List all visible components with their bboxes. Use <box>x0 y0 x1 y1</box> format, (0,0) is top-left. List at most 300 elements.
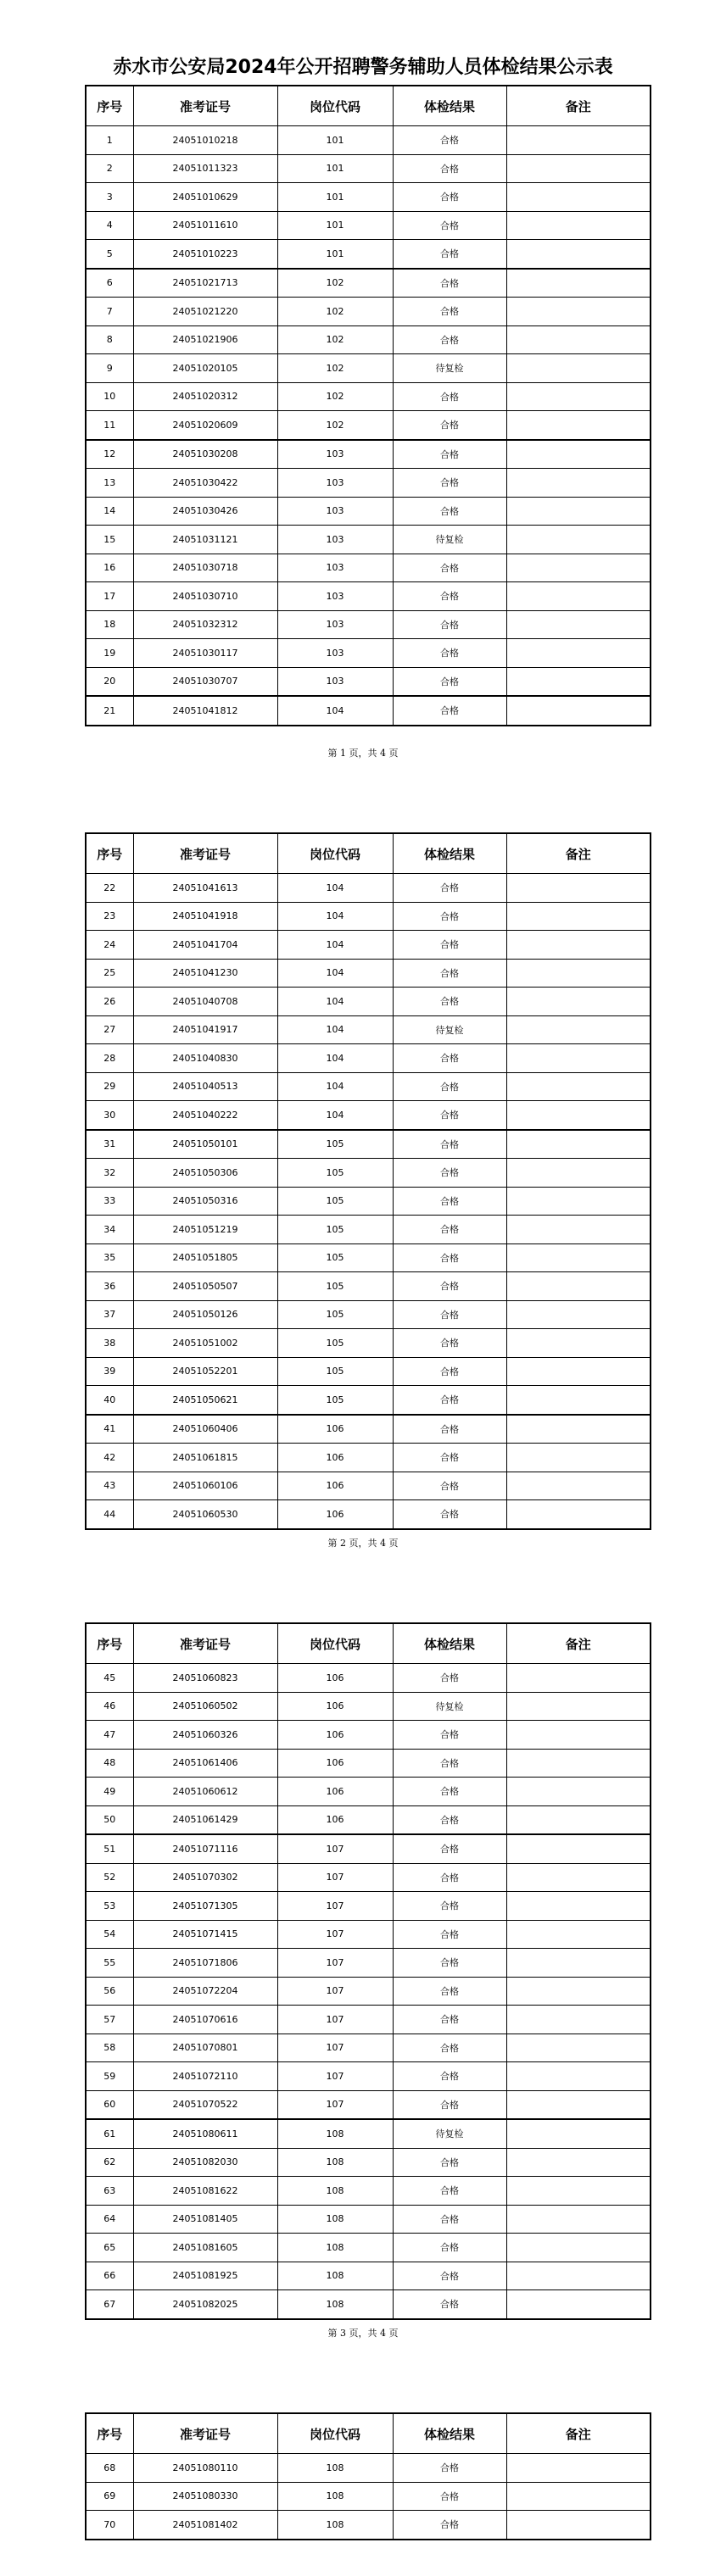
cell-seq: 51 <box>86 1834 133 1863</box>
cell-exam-result: 合格 <box>393 1357 506 1386</box>
cell-position-code: 104 <box>277 874 393 903</box>
cell-seq: 12 <box>86 440 133 469</box>
cell-position-code: 104 <box>277 931 393 960</box>
table-row <box>86 667 651 696</box>
cell-ticket-number: 24051020105 <box>133 354 277 383</box>
cell-ticket-number: 24051041613 <box>133 874 277 903</box>
cell-exam-result: 合格 <box>393 2062 506 2091</box>
header-ticket-number: 准考证号 <box>133 833 277 874</box>
cell-remarks <box>506 1778 651 1806</box>
cell-ticket-number: 24051060530 <box>133 1500 277 1529</box>
cell-seq: 65 <box>86 2234 133 2262</box>
table-row <box>86 1101 651 1130</box>
cell-position-code: 106 <box>277 1805 393 1834</box>
cell-position-code: 103 <box>277 667 393 696</box>
cell-ticket-number: 24051061815 <box>133 1444 277 1472</box>
cell-exam-result: 合格 <box>393 1272 506 1301</box>
cell-exam-result: 合格 <box>393 902 506 931</box>
table-row <box>86 1977 651 2006</box>
cell-seq: 9 <box>86 354 133 383</box>
cell-seq: 62 <box>86 2148 133 2177</box>
cell-remarks <box>506 1187 651 1216</box>
table-row <box>86 1778 651 1806</box>
cell-ticket-number: 24051041704 <box>133 931 277 960</box>
cell-remarks <box>506 2148 651 2177</box>
cell-position-code: 108 <box>277 2482 393 2511</box>
table-row <box>86 2262 651 2290</box>
cell-position-code: 103 <box>277 554 393 582</box>
cell-ticket-number: 24051081622 <box>133 2177 277 2206</box>
cell-ticket-number: 24051050101 <box>133 1130 277 1159</box>
cell-seq: 59 <box>86 2062 133 2091</box>
cell-remarks <box>506 469 651 498</box>
cell-exam-result: 待复检 <box>393 2119 506 2148</box>
cell-seq: 2 <box>86 154 133 183</box>
cell-exam-result: 合格 <box>393 497 506 526</box>
cell-seq: 41 <box>86 1415 133 1444</box>
cell-exam-result: 合格 <box>393 667 506 696</box>
header-position-code: 岗位代码 <box>277 833 393 874</box>
cell-seq: 32 <box>86 1159 133 1188</box>
table-row <box>86 1130 651 1159</box>
header-seq: 序号 <box>86 1623 133 1664</box>
cell-remarks <box>506 126 651 155</box>
page-footer-3: 第 3 页，共 4 页 <box>327 2328 399 2339</box>
cell-exam-result: 合格 <box>393 554 506 582</box>
cell-position-code: 104 <box>277 1044 393 1073</box>
cell-exam-result: 待复检 <box>393 1692 506 1721</box>
cell-seq: 11 <box>86 411 133 440</box>
table-row <box>86 1692 651 1721</box>
cell-position-code: 108 <box>277 2234 393 2262</box>
cell-position-code: 102 <box>277 354 393 383</box>
cell-remarks <box>506 639 651 668</box>
cell-seq: 26 <box>86 988 133 1016</box>
cell-ticket-number: 24051051219 <box>133 1216 277 1244</box>
cell-seq: 1 <box>86 126 133 155</box>
cell-remarks <box>506 497 651 526</box>
cell-seq: 66 <box>86 2262 133 2290</box>
cell-seq: 15 <box>86 526 133 554</box>
table-row <box>86 126 651 155</box>
cell-ticket-number: 24051071806 <box>133 1949 277 1978</box>
cell-exam-result: 合格 <box>393 2034 506 2062</box>
cell-ticket-number: 24051020312 <box>133 382 277 411</box>
cell-seq: 69 <box>86 2482 133 2511</box>
header-exam-result: 体检结果 <box>393 2413 506 2454</box>
cell-remarks <box>506 2290 651 2319</box>
cell-position-code: 108 <box>277 2177 393 2206</box>
cell-position-code: 108 <box>277 2205 393 2234</box>
results-table <box>85 85 651 726</box>
cell-exam-result: 合格 <box>393 2205 506 2234</box>
cell-seq: 48 <box>86 1749 133 1778</box>
cell-seq: 61 <box>86 2119 133 2148</box>
cell-seq: 21 <box>86 696 133 726</box>
table-row <box>86 183 651 212</box>
table-row <box>86 2034 651 2062</box>
cell-position-code: 107 <box>277 1863 393 1892</box>
table-row <box>86 1834 651 1863</box>
cell-seq: 37 <box>86 1300 133 1329</box>
cell-position-code: 107 <box>277 2034 393 2062</box>
header-seq: 序号 <box>86 2413 133 2454</box>
cell-exam-result: 合格 <box>393 1386 506 1415</box>
cell-position-code: 101 <box>277 126 393 155</box>
cell-exam-result: 待复检 <box>393 354 506 383</box>
cell-remarks <box>506 269 651 298</box>
cell-remarks <box>506 211 651 240</box>
cell-seq: 6 <box>86 269 133 298</box>
cell-exam-result: 合格 <box>393 269 506 298</box>
cell-exam-result: 合格 <box>393 1101 506 1130</box>
cell-remarks <box>506 1130 651 1159</box>
cell-ticket-number: 24051061429 <box>133 1805 277 1834</box>
cell-remarks <box>506 154 651 183</box>
cell-ticket-number: 24051030707 <box>133 667 277 696</box>
cell-position-code: 108 <box>277 2454 393 2483</box>
cell-ticket-number: 24051041918 <box>133 902 277 931</box>
table-row <box>86 988 651 1016</box>
cell-remarks <box>506 931 651 960</box>
table-row <box>86 325 651 354</box>
header-position-code: 岗位代码 <box>277 86 393 126</box>
cell-remarks <box>506 2262 651 2290</box>
cell-seq: 25 <box>86 959 133 988</box>
cell-ticket-number: 24051081402 <box>133 2511 277 2540</box>
header-seq: 序号 <box>86 833 133 874</box>
cell-position-code: 101 <box>277 183 393 212</box>
table-row <box>86 2290 651 2319</box>
table-row <box>86 554 651 582</box>
cell-position-code: 102 <box>277 325 393 354</box>
cell-remarks <box>506 1749 651 1778</box>
table-row <box>86 959 651 988</box>
cell-exam-result: 合格 <box>393 1444 506 1472</box>
cell-exam-result: 合格 <box>393 1721 506 1750</box>
cell-remarks <box>506 526 651 554</box>
cell-remarks <box>506 902 651 931</box>
cell-ticket-number: 24051080330 <box>133 2482 277 2511</box>
header-seq: 序号 <box>86 86 133 126</box>
table-row <box>86 2482 651 2511</box>
cell-position-code: 103 <box>277 582 393 611</box>
cell-position-code: 103 <box>277 497 393 526</box>
cell-ticket-number: 24051010629 <box>133 183 277 212</box>
header-position-code: 岗位代码 <box>277 1623 393 1664</box>
cell-exam-result: 合格 <box>393 2148 506 2177</box>
cell-exam-result: 合格 <box>393 154 506 183</box>
cell-exam-result: 合格 <box>393 696 506 726</box>
cell-position-code: 105 <box>277 1357 393 1386</box>
cell-position-code: 103 <box>277 440 393 469</box>
cell-position-code: 104 <box>277 1101 393 1130</box>
table-row <box>86 154 651 183</box>
cell-seq: 10 <box>86 382 133 411</box>
cell-remarks <box>506 1272 651 1301</box>
cell-position-code: 105 <box>277 1130 393 1159</box>
table-row <box>86 639 651 668</box>
cell-exam-result: 合格 <box>393 610 506 639</box>
cell-position-code: 108 <box>277 2290 393 2319</box>
table-row <box>86 610 651 639</box>
cell-seq: 7 <box>86 298 133 326</box>
cell-exam-result: 合格 <box>393 2234 506 2262</box>
cell-ticket-number: 24051040708 <box>133 988 277 1016</box>
cell-position-code: 105 <box>277 1159 393 1188</box>
cell-position-code: 106 <box>277 1721 393 1750</box>
cell-ticket-number: 24051061406 <box>133 1749 277 1778</box>
cell-ticket-number: 24051071116 <box>133 1834 277 1863</box>
cell-ticket-number: 24051030710 <box>133 582 277 611</box>
cell-seq: 23 <box>86 902 133 931</box>
cell-exam-result: 合格 <box>393 1664 506 1693</box>
header-remarks: 备注 <box>506 2413 651 2454</box>
cell-position-code: 104 <box>277 696 393 726</box>
cell-position-code: 107 <box>277 1892 393 1921</box>
cell-remarks <box>506 582 651 611</box>
cell-position-code: 108 <box>277 2148 393 2177</box>
cell-seq: 54 <box>86 1920 133 1949</box>
cell-ticket-number: 24051040513 <box>133 1072 277 1101</box>
cell-exam-result: 合格 <box>393 582 506 611</box>
cell-exam-result: 合格 <box>393 1415 506 1444</box>
cell-exam-result: 合格 <box>393 240 506 269</box>
table-row <box>86 1805 651 1834</box>
cell-remarks <box>506 1357 651 1386</box>
table-row <box>86 1159 651 1188</box>
cell-exam-result: 合格 <box>393 1243 506 1272</box>
cell-seq: 22 <box>86 874 133 903</box>
cell-exam-result: 待复检 <box>393 526 506 554</box>
cell-remarks <box>506 874 651 903</box>
cell-remarks <box>506 1721 651 1750</box>
table-row <box>86 1329 651 1358</box>
cell-seq: 70 <box>86 2511 133 2540</box>
cell-remarks <box>506 2482 651 2511</box>
table-row <box>86 354 651 383</box>
cell-position-code: 107 <box>277 2062 393 2091</box>
cell-ticket-number: 24051030422 <box>133 469 277 498</box>
cell-seq: 35 <box>86 1243 133 1272</box>
cell-remarks <box>506 1834 651 1863</box>
cell-position-code: 107 <box>277 2090 393 2119</box>
cell-ticket-number: 24051050316 <box>133 1187 277 1216</box>
cell-ticket-number: 24051070522 <box>133 2090 277 2119</box>
cell-exam-result: 合格 <box>393 1159 506 1188</box>
cell-seq: 44 <box>86 1500 133 1529</box>
cell-seq: 29 <box>86 1072 133 1101</box>
cell-remarks <box>506 1472 651 1500</box>
table-row <box>86 1044 651 1073</box>
cell-seq: 60 <box>86 2090 133 2119</box>
cell-ticket-number: 24051060406 <box>133 1415 277 1444</box>
table-row <box>86 1920 651 1949</box>
table-row <box>86 1243 651 1272</box>
cell-position-code: 107 <box>277 2006 393 2034</box>
cell-exam-result: 合格 <box>393 1834 506 1863</box>
table-row <box>86 582 651 611</box>
cell-remarks <box>506 1444 651 1472</box>
cell-seq: 38 <box>86 1329 133 1358</box>
cell-ticket-number: 24051041812 <box>133 696 277 726</box>
table-row <box>86 1749 651 1778</box>
cell-ticket-number: 24051071305 <box>133 1892 277 1921</box>
cell-seq: 19 <box>86 639 133 668</box>
cell-remarks <box>506 2034 651 2062</box>
cell-exam-result: 合格 <box>393 874 506 903</box>
cell-position-code: 104 <box>277 1015 393 1044</box>
table-row <box>86 2454 651 2483</box>
cell-remarks <box>506 1044 651 1073</box>
cell-position-code: 106 <box>277 1415 393 1444</box>
cell-exam-result: 合格 <box>393 1216 506 1244</box>
cell-exam-result: 合格 <box>393 1044 506 1073</box>
cell-exam-result: 合格 <box>393 2511 506 2540</box>
cell-remarks <box>506 667 651 696</box>
cell-seq: 8 <box>86 325 133 354</box>
cell-remarks <box>506 1500 651 1529</box>
page-footer-1: 第 1 页，共 4 页 <box>327 748 399 759</box>
cell-ticket-number: 24051080611 <box>133 2119 277 2148</box>
table-row <box>86 2148 651 2177</box>
cell-position-code: 106 <box>277 1749 393 1778</box>
cell-ticket-number: 24051052201 <box>133 1357 277 1386</box>
table-row <box>86 1300 651 1329</box>
cell-ticket-number: 24051030426 <box>133 497 277 526</box>
cell-position-code: 105 <box>277 1187 393 1216</box>
cell-position-code: 106 <box>277 1778 393 1806</box>
cell-position-code: 107 <box>277 1920 393 1949</box>
cell-ticket-number: 24051040222 <box>133 1101 277 1130</box>
cell-remarks <box>506 2205 651 2234</box>
cell-seq: 24 <box>86 931 133 960</box>
table-row <box>86 269 651 298</box>
cell-position-code: 103 <box>277 469 393 498</box>
table-row <box>86 2234 651 2262</box>
cell-position-code: 101 <box>277 154 393 183</box>
table-row <box>86 469 651 498</box>
cell-remarks <box>506 2234 651 2262</box>
cell-seq: 55 <box>86 1949 133 1978</box>
cell-seq: 42 <box>86 1444 133 1472</box>
table-row <box>86 1386 651 1415</box>
cell-position-code: 106 <box>277 1692 393 1721</box>
cell-ticket-number: 24051051805 <box>133 1243 277 1272</box>
table-row <box>86 1472 651 1500</box>
cell-position-code: 102 <box>277 411 393 440</box>
cell-seq: 31 <box>86 1130 133 1159</box>
table-row <box>86 1664 651 1693</box>
table-row <box>86 1015 651 1044</box>
cell-seq: 50 <box>86 1805 133 1834</box>
cell-remarks <box>506 1072 651 1101</box>
cell-seq: 45 <box>86 1664 133 1693</box>
cell-remarks <box>506 1664 651 1693</box>
cell-ticket-number: 24051050126 <box>133 1300 277 1329</box>
cell-exam-result: 合格 <box>393 931 506 960</box>
cell-seq: 57 <box>86 2006 133 2034</box>
cell-position-code: 105 <box>277 1329 393 1358</box>
cell-seq: 18 <box>86 610 133 639</box>
cell-remarks <box>506 240 651 269</box>
cell-seq: 27 <box>86 1015 133 1044</box>
cell-exam-result: 待复检 <box>393 1015 506 1044</box>
cell-seq: 28 <box>86 1044 133 1073</box>
cell-position-code: 104 <box>277 988 393 1016</box>
table-row <box>86 902 651 931</box>
cell-exam-result: 合格 <box>393 440 506 469</box>
cell-seq: 53 <box>86 1892 133 1921</box>
cell-seq: 64 <box>86 2205 133 2234</box>
table-row <box>86 382 651 411</box>
table-row <box>86 526 651 554</box>
cell-ticket-number: 24051010223 <box>133 240 277 269</box>
results-table <box>85 1622 651 2320</box>
cell-remarks <box>506 696 651 726</box>
cell-remarks <box>506 2511 651 2540</box>
header-remarks: 备注 <box>506 833 651 874</box>
cell-position-code: 105 <box>277 1243 393 1272</box>
cell-seq: 33 <box>86 1187 133 1216</box>
cell-ticket-number: 24051041917 <box>133 1015 277 1044</box>
header-remarks: 备注 <box>506 86 651 126</box>
cell-remarks <box>506 988 651 1016</box>
cell-seq: 67 <box>86 2290 133 2319</box>
cell-ticket-number: 24051060326 <box>133 1721 277 1750</box>
cell-position-code: 107 <box>277 1977 393 2006</box>
cell-ticket-number: 24051030208 <box>133 440 277 469</box>
cell-exam-result: 合格 <box>393 469 506 498</box>
cell-seq: 17 <box>86 582 133 611</box>
cell-ticket-number: 24051021906 <box>133 325 277 354</box>
cell-position-code: 107 <box>277 1834 393 1863</box>
cell-ticket-number: 24051060823 <box>133 1664 277 1693</box>
cell-ticket-number: 24051071415 <box>133 1920 277 1949</box>
header-ticket-number: 准考证号 <box>133 1623 277 1664</box>
cell-remarks <box>506 1101 651 1130</box>
cell-ticket-number: 24051060502 <box>133 1692 277 1721</box>
cell-ticket-number: 24051050621 <box>133 1386 277 1415</box>
table-row <box>86 1272 651 1301</box>
cell-position-code: 106 <box>277 1664 393 1693</box>
header-ticket-number: 准考证号 <box>133 86 277 126</box>
table-page-2 <box>85 832 650 1530</box>
cell-ticket-number: 24051050306 <box>133 1159 277 1188</box>
cell-exam-result: 合格 <box>393 1977 506 2006</box>
cell-ticket-number: 24051011323 <box>133 154 277 183</box>
cell-ticket-number: 24051032312 <box>133 610 277 639</box>
cell-ticket-number: 24051011610 <box>133 211 277 240</box>
cell-exam-result: 合格 <box>393 2177 506 2206</box>
cell-position-code: 106 <box>277 1500 393 1529</box>
cell-position-code: 108 <box>277 2262 393 2290</box>
cell-exam-result: 合格 <box>393 959 506 988</box>
cell-remarks <box>506 1949 651 1978</box>
cell-remarks <box>506 2062 651 2091</box>
cell-seq: 4 <box>86 211 133 240</box>
cell-ticket-number: 24051082025 <box>133 2290 277 2319</box>
cell-seq: 40 <box>86 1386 133 1415</box>
cell-remarks <box>506 2090 651 2119</box>
cell-exam-result: 合格 <box>393 126 506 155</box>
cell-seq: 3 <box>86 183 133 212</box>
cell-exam-result: 合格 <box>393 382 506 411</box>
cell-ticket-number: 24051020609 <box>133 411 277 440</box>
cell-exam-result: 合格 <box>393 1130 506 1159</box>
cell-remarks <box>506 1920 651 1949</box>
cell-seq: 30 <box>86 1101 133 1130</box>
